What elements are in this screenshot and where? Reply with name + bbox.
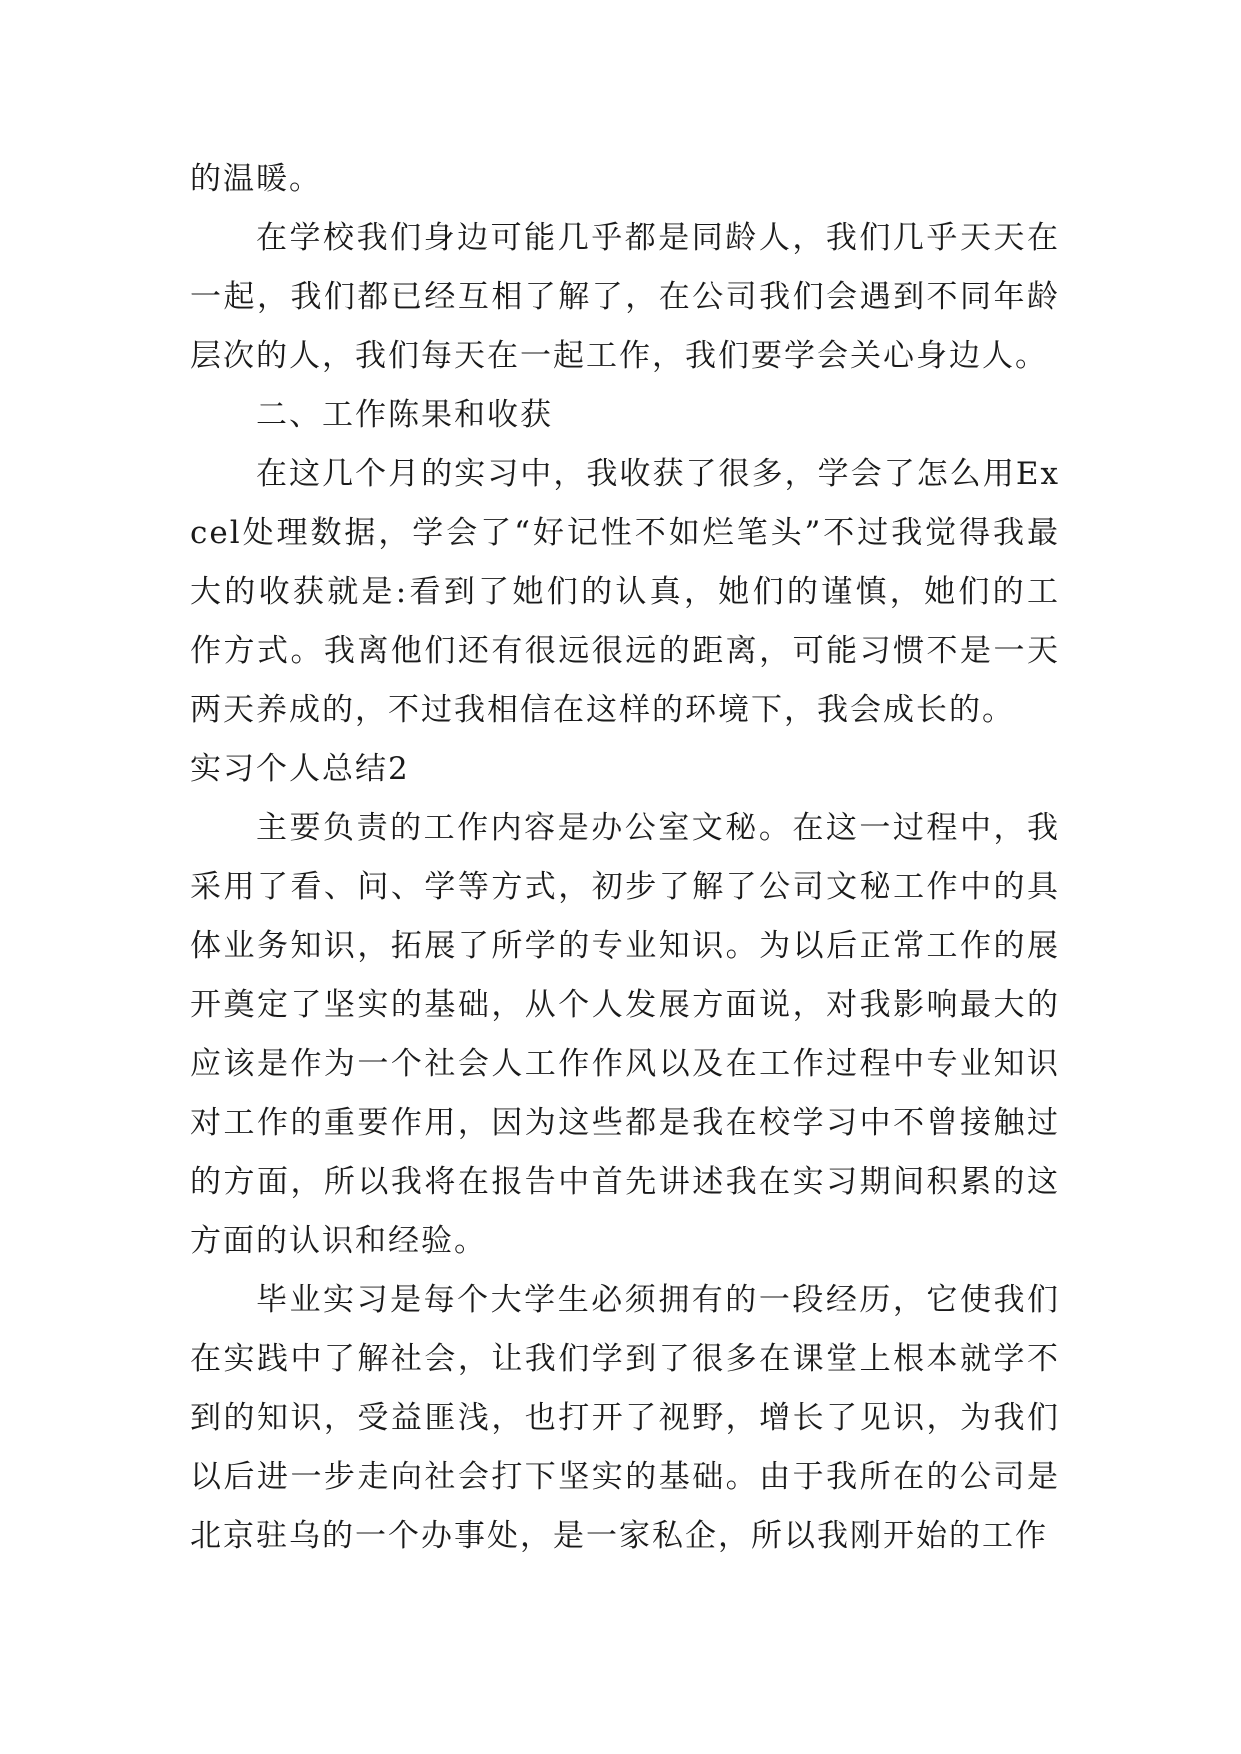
paragraph-duties: 主要负责的工作内容是办公室文秘。在这一过程中，我采用了看、问、学等方式，初步了解了公司文秘工作中的具体业务知识，拓展了所学的专业知识。为以后正常工作的展开奠定了坚实的基础，从个人发展方面说，对我影响最大的应该是作为一个社会人工作作风以及在工作过程中专业知识对工作的重要作用，因为这些都是我在校学习中不曾接触过的方面，所以我将在报告中首先讲述我在实习期间积累的这方面的认识和经验。: [190, 810, 1060, 1259]
paragraph-continuation: 的温暖。: [190, 161, 322, 197]
section-heading-results: 二、工作陈果和收获: [256, 397, 553, 433]
paragraph-colleagues: 在学校我们身边可能几乎都是同龄人，我们几乎天天在一起，我们都已经互相了解了，在公司我们会遇到不同年龄层次的人，我们每天在一起工作，我们要学会关心身边人。: [190, 220, 1060, 374]
paragraph-gains: 在这几个月的实习中，我收获了很多，学会了怎么用Excel处理数据，学会了“好记性不如烂笔头”不过我觉得我最大的收获就是:看到了她们的认真，她们的谨慎，她们的工作方式。我离他们还有很远很远的距离，可能习惯不是一天两天养成的，不过我相信在这样的环境下，我会成长的。: [190, 456, 1060, 728]
summary-title: 实习个人总结2: [190, 751, 410, 787]
document-body: [190, 150, 1060, 1566]
paragraph-internship: 毕业实习是每个大学生必须拥有的一段经历，它使我们在实践中了解社会，让我们学到了很多在课堂上根本就学不到的知识，受益匪浅，也打开了视野，增长了见识，为我们以后进一步走向社会打下坚实的基础。由于我所在的公司是北京驻乌的一个办事处，是一家私企，所以我刚开始的工作: [190, 1282, 1060, 1554]
